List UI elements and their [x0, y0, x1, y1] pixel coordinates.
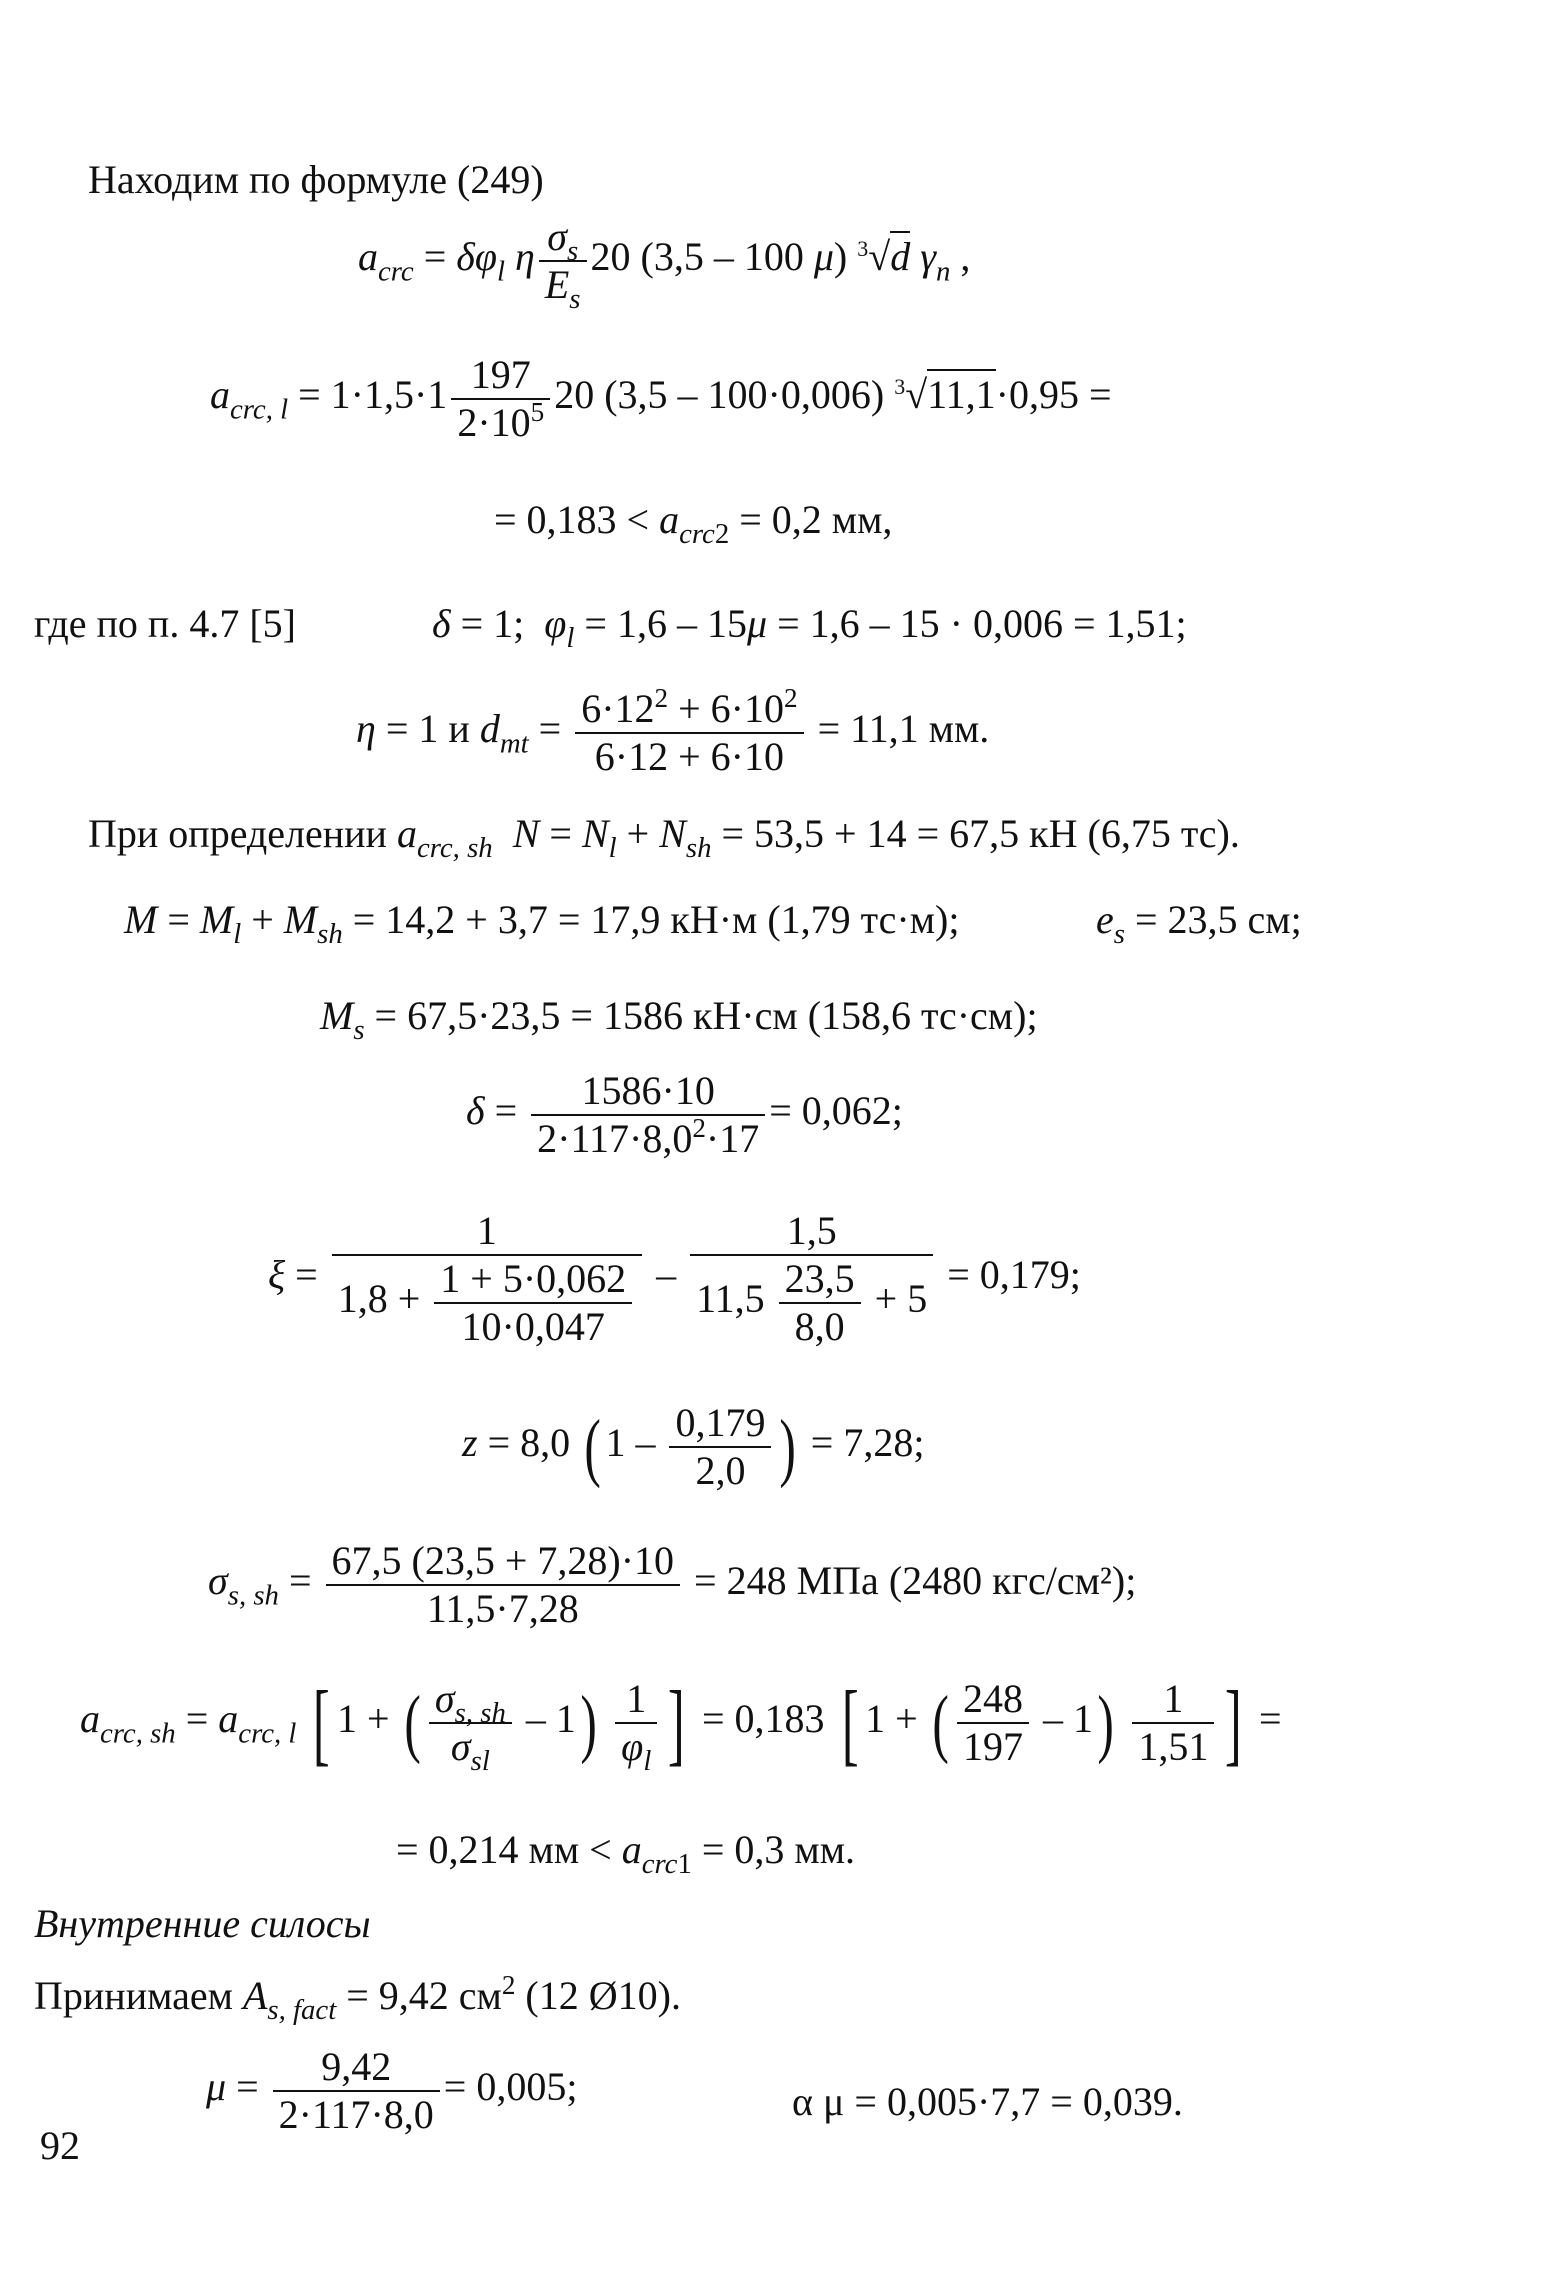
Ms-line: $M_s = 67,5\cdot 23,5 = 1586$ кН·см (158,6 тс·см);: [320, 993, 1038, 1047]
section-heading: Внутренние силосы: [34, 1901, 371, 1946]
es-line: $e_s = 23,5$ см;: [1096, 897, 1302, 951]
accept-line: Принимаем $A_{s, fact} = 9,42$ $см^2$ (12 Ø10).: [34, 1970, 681, 2027]
acrc-sh-result: = 0,214 мм < $a_{crc1} = 0,3$ мм.: [396, 1827, 856, 1881]
delta-phi-line: δ = 1; $\varphi_l = 1,6 - 15\mu = 1,6 - 15 \cdot 0,006 = 1,51$;: [432, 601, 1187, 655]
formula-sigma-ssh: $\sigma_{s, sh}$ = $\frac{67,5 (23,5 + 7,28)\cdot 10}{11,5\cdot 7,28}$ = 248 МПа (2480 кгс/см²);: [208, 1538, 1137, 1631]
formula-mu: μ = $\frac{9,42}{2\cdot 117\cdot 8,0}$ = 0,005;: [206, 2044, 578, 2137]
M-line: $M = M_l + M_{sh} = 14,2 + 3,7 = 17,9$ кН·м (1,79 тс·м);: [124, 897, 960, 951]
page-number: 92: [40, 2123, 80, 2168]
formula-acrc-l-result: = $0,183 < a_{crc2} = 0,2$ мм,: [494, 497, 893, 551]
intro-text: Находим по формуле (249): [88, 157, 544, 202]
formula-acrc-l: $a_{crc, l} = 1\cdot 1,5\cdot 1$ $\frac{197}{2\cdot 10^5}$ 20 (3,5 – 100·0,006) $^3$√11,1·0,95 =: [210, 352, 1112, 445]
formula-dmt: η = 1 и $d_{mt}$ = $\frac{6\cdot 12^2 + 6\cdot 10^2}{6\cdot 12 + 6\cdot 10}$ = 11,1 мм.: [356, 683, 990, 779]
formula-delta: δ = $\frac{1586\cdot 10}{2\cdot 117\cdot 8,0^2\cdot 17}$ = 0,062;: [466, 1068, 903, 1161]
formula-z: z = 8,0 ( 1 – $\frac{0,179}{2,0}$ ) = 7,28;: [462, 1400, 925, 1493]
formula-xi: ξ = 1 1,8 + $\frac{1 + 5\cdot 0,062}{10\cdot 0,047}$ – 1,5 11,5 $\frac{23,5}{8,0}$ + 5 = 0,179;: [268, 1208, 1081, 1349]
formula-acrc: $a_{crc} = \delta\varphi_l$ η $\frac{\sigma_s}{E_s}$ 20 (3,5 – 100 μ) $^3$√d $\gamma_n$ ,: [358, 214, 971, 316]
N-line: При определении $a_{crc, sh}$ $N = N_l + N_{sh} = 53,5 + 14 = 67,5$ кН (6,75 тс).: [88, 811, 1240, 865]
formula-acrc-sh: $a_{crc, sh} = a_{crc, l}$ [ 1 + ( $\frac{\sigma_{s, sh}}{\sigma_{sl}}$ – 1) $\frac{1}{\varphi_l}$ ] = 0,183 [ 1 + ( $\frac{248}{197}$ – 1) $\frac{1}{1,51}$ ] =: [80, 1672, 1282, 1778]
reference-line: где по п. 4.7 [5]: [34, 601, 296, 646]
alpha-mu-line: α μ = 0,005·7,7 = 0,039.: [792, 2079, 1183, 2124]
